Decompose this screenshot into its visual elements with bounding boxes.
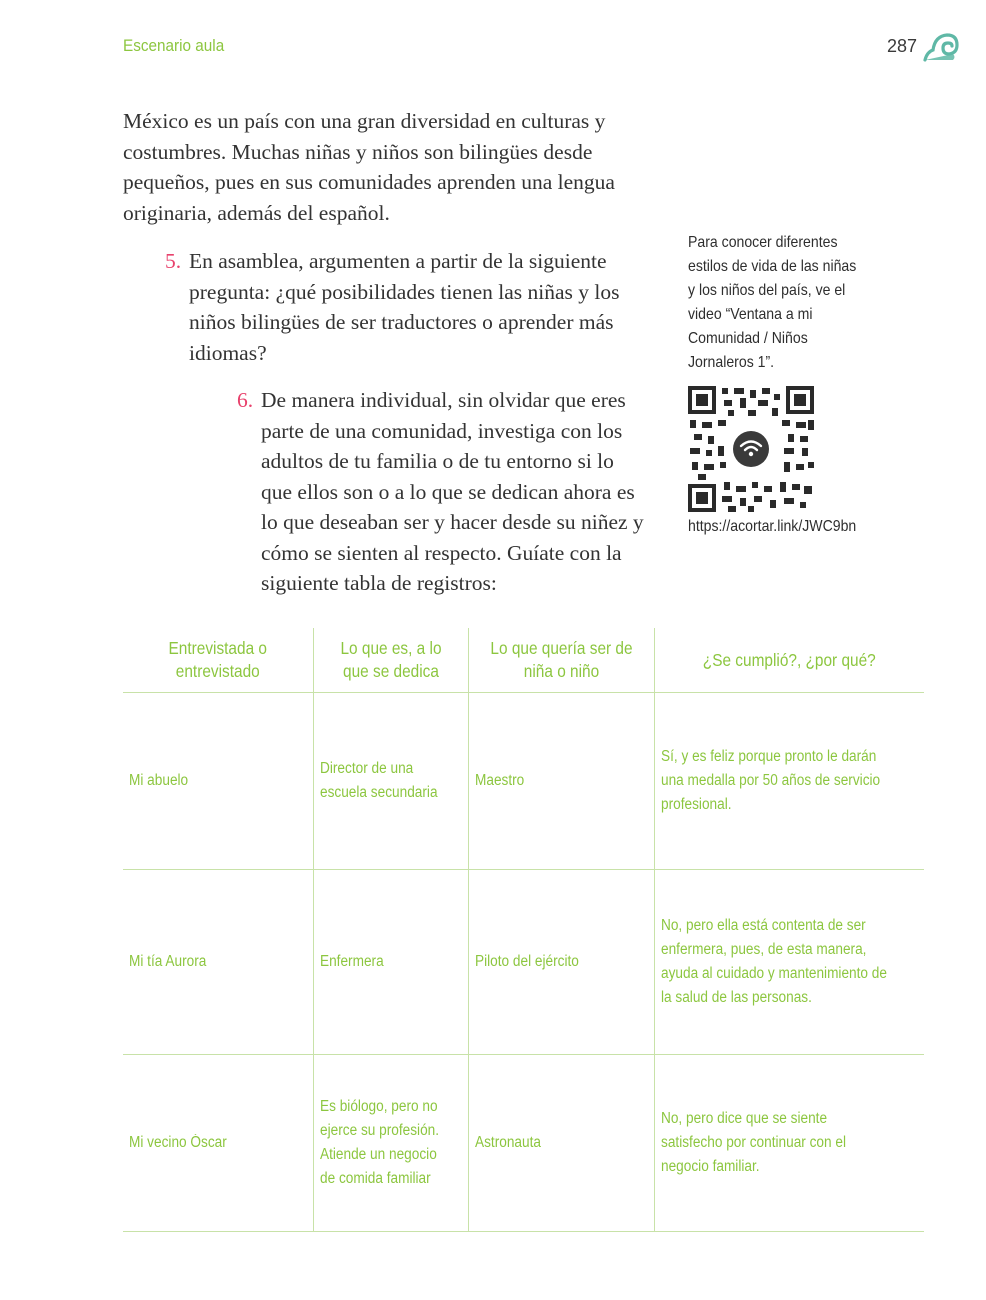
cell-occupation: Director de una escuela secundaria [313,693,468,870]
cell-childhood-wish: Piloto del ejército [468,870,654,1055]
item-text: En asamblea, argumenten a partir de la siguiente pregunta: ¿qué posibilidades tienen las niñas y los niños bilingües de ser traductores o aprender más idiomas? [189,249,620,365]
sidebar-note: Para conocer diferentes estilos de vida de las niñas y los niños del país, ve el video “Ventana a mi Comunidad / Niños Jornaleros 1”. [688,234,857,371]
qr-code-icon[interactable] [688,386,814,512]
header-childhood-wish: Lo que quería ser de niña o niño [468,628,654,693]
table-row [123,693,924,870]
header-fulfilled: ¿Se cumplió?, ¿por qué? [654,628,924,693]
cell-fulfilled: No, pero ella está contenta de ser enfermera, pues, de esta manera, ayuda al cuidado y mantenimiento de la salud de las personas. [654,870,924,1055]
table-row [123,1055,924,1232]
record-table [123,628,924,1232]
table-row [123,870,924,1055]
header-interviewee: Entrevistada o entrevistado [123,628,313,693]
header-occupation: Lo que es, a lo que se dedica [313,628,468,693]
cell-occupation: Enfermera [313,870,468,1055]
page-number: 287 [887,36,918,56]
intro-paragraph: México es un país con una gran diversidad en culturas y costumbres. Muchas niñas y niños son bilingües desde pequeños, pues en sus comunidades aprenden una lengua originaria, además del español. [123,109,615,225]
video-link[interactable]: https://acortar.link/JWC9bn [688,518,857,535]
cell-childhood-wish: Maestro [468,693,654,870]
item-number: 5. [165,249,182,273]
activity-item-6 [237,385,647,599]
table-header-row [123,628,924,693]
activity-item-5 [165,246,625,368]
cell-childhood-wish: Astronauta [468,1055,654,1232]
item-text: De manera individual, sin olvidar que eres parte de una comunidad, investiga con los adultos de tu familia o de tu entorno si lo que ellos son o a lo que se dedican ahora es lo que deseaban ser y hacer desde su niñez y cómo se sienten al respecto. Guíate con la siguiente tabla de registros: [261,388,644,595]
cell-occupation: Es biólogo, pero no ejerce su profesión. Atiende un negocio de comida familiar [313,1055,468,1232]
item-number: 6. [237,388,254,412]
cell-fulfilled: Sí, y es feliz porque pronto le darán una medalla por 50 años de servicio profesional. [654,693,924,870]
cell-interviewee: Mi vecino Óscar [123,1055,313,1232]
section-title: Escenario aula [123,36,225,55]
cell-fulfilled: No, pero dice que se siente satisfecho por continuar con el negocio familiar. [654,1055,924,1232]
cell-interviewee: Mi abuelo [123,693,313,870]
cell-interviewee: Mi tía Aurora [123,870,313,1055]
snail-icon [923,30,959,62]
